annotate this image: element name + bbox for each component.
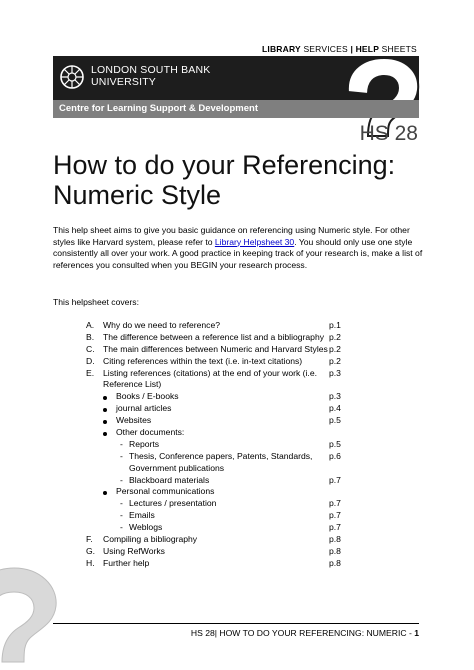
contents-text: Blackboard materials <box>129 474 210 485</box>
contents-page: p.2 <box>329 355 341 366</box>
helpsheet-header-label: LIBRARY SERVICES | HELP SHEETS <box>262 44 417 54</box>
contents-item <box>86 522 344 534</box>
contents-page: p.2 <box>329 343 341 354</box>
contents-page: p.7 <box>329 522 341 533</box>
contents-page: p.2 <box>329 331 341 342</box>
centre-bar <box>53 100 419 118</box>
contents-page: p.3 <box>329 367 341 378</box>
dash-marker: - <box>120 522 123 533</box>
contents-text: Compiling a bibliography <box>103 534 198 545</box>
contents-text: Government publications <box>129 462 225 473</box>
dash-marker: - <box>120 450 123 461</box>
contents-text: Reference List) <box>103 379 162 390</box>
contents-item <box>86 332 344 344</box>
contents-item <box>86 415 344 427</box>
covers-label: This helpsheet covers: <box>53 297 139 307</box>
footer-divider <box>53 623 419 624</box>
contents-item <box>86 451 344 463</box>
contents-letter: E. <box>86 367 95 378</box>
dash-marker: - <box>120 510 123 521</box>
contents-item <box>86 439 344 451</box>
university-name: LONDON SOUTH BANK UNIVERSITY <box>91 64 211 88</box>
contents-text: Personal communications <box>116 486 215 497</box>
bullet-icon <box>103 408 107 412</box>
contents-item <box>86 510 344 522</box>
contents-item <box>86 379 344 391</box>
bullet-icon <box>103 396 107 400</box>
dash-marker: - <box>120 438 123 449</box>
contents-page: p.8 <box>329 545 341 556</box>
contents-text: Using RefWorks <box>103 545 165 556</box>
contents-page: p.8 <box>329 534 341 545</box>
contents-item <box>86 498 344 510</box>
contents-item <box>86 391 344 403</box>
contents-text: journal articles <box>116 403 172 414</box>
contents-text: Reports <box>129 438 160 449</box>
contents-page: p.7 <box>329 498 341 509</box>
contents-text: Citing references within the text (i.e. in-text citations) <box>103 355 303 366</box>
contents-item <box>86 403 344 415</box>
contents-item <box>86 368 344 380</box>
contents-text: Weblogs <box>129 522 163 533</box>
bullet-icon <box>103 420 107 424</box>
contents-text: Lectures / presentation <box>129 498 217 509</box>
contents-letter: G. <box>86 545 96 556</box>
contents-text: Other documents: <box>116 427 185 438</box>
contents-item <box>86 463 344 475</box>
contents-page: p.4 <box>329 403 341 414</box>
contents-page: p.1 <box>329 320 341 330</box>
contents-page: p.8 <box>329 557 341 568</box>
bullet-icon <box>103 491 107 495</box>
contents-item <box>86 427 344 439</box>
question-mark-watermark <box>0 566 60 670</box>
contents-item <box>86 356 344 368</box>
contents-page: p.5 <box>329 438 341 449</box>
dash-marker: - <box>120 498 123 509</box>
sheet-code: HS 28 <box>359 122 418 145</box>
contents-text: The main differences between Numeric and Harvard Styles <box>103 343 328 354</box>
contents-letter: D. <box>86 355 95 366</box>
contents-text: Books / E-books <box>116 391 179 402</box>
contents-text: Listing references (citations) at the end of your work (i.e. <box>103 367 317 378</box>
bullet-icon <box>103 432 107 436</box>
contents-list <box>86 320 344 570</box>
contents-page: p.5 <box>329 415 341 426</box>
contents-text: The difference between a reference list and a bibliography <box>103 331 325 342</box>
contents-letter: H. <box>86 557 95 568</box>
contents-page: p.6 <box>329 450 341 461</box>
contents-text: Further help <box>103 557 150 568</box>
dash-marker: - <box>120 474 123 485</box>
contents-item <box>86 320 344 332</box>
contents-item <box>86 534 344 546</box>
contents-letter: C. <box>86 343 95 354</box>
contents-text: Why do we need to reference? <box>103 320 221 330</box>
contents-letter: B. <box>86 331 95 342</box>
contents-item <box>86 558 344 570</box>
contents-text: Emails <box>129 510 155 521</box>
contents-item <box>86 475 344 487</box>
contents-letter: F. <box>86 534 93 545</box>
contents-text: Websites <box>116 415 152 426</box>
centre-name: Centre for Learning Support & Development <box>59 103 258 114</box>
helpsheet-30-link[interactable]: Library Helpsheet 30 <box>214 236 295 247</box>
page-footer: HS 28| HOW TO DO YOUR REFERENCING: NUMERIC - 1 <box>190 628 419 638</box>
contents-item <box>86 344 344 356</box>
intro-paragraph: This help sheet aims to give you basic guidance on referencing using Numeric style. For other styles like Harvard system, please refer to Library Helpsheet 30. You should only use one style consistently all over your work. A good practice in keeping track of your research is, make a list of references you consulted when you BEGIN your research process. <box>53 225 423 270</box>
page-title: How to do your Referencing: Numeric Style <box>53 150 396 210</box>
university-crest-icon <box>59 62 85 92</box>
contents-text: Thesis, Conference papers, Patents, Standards, <box>129 450 313 461</box>
contents-item <box>86 546 344 558</box>
contents-page: p.3 <box>329 391 341 402</box>
contents-item <box>86 486 344 498</box>
contents-page: p.7 <box>329 510 341 521</box>
contents-page: p.7 <box>329 474 341 485</box>
contents-letter: A. <box>86 320 95 330</box>
